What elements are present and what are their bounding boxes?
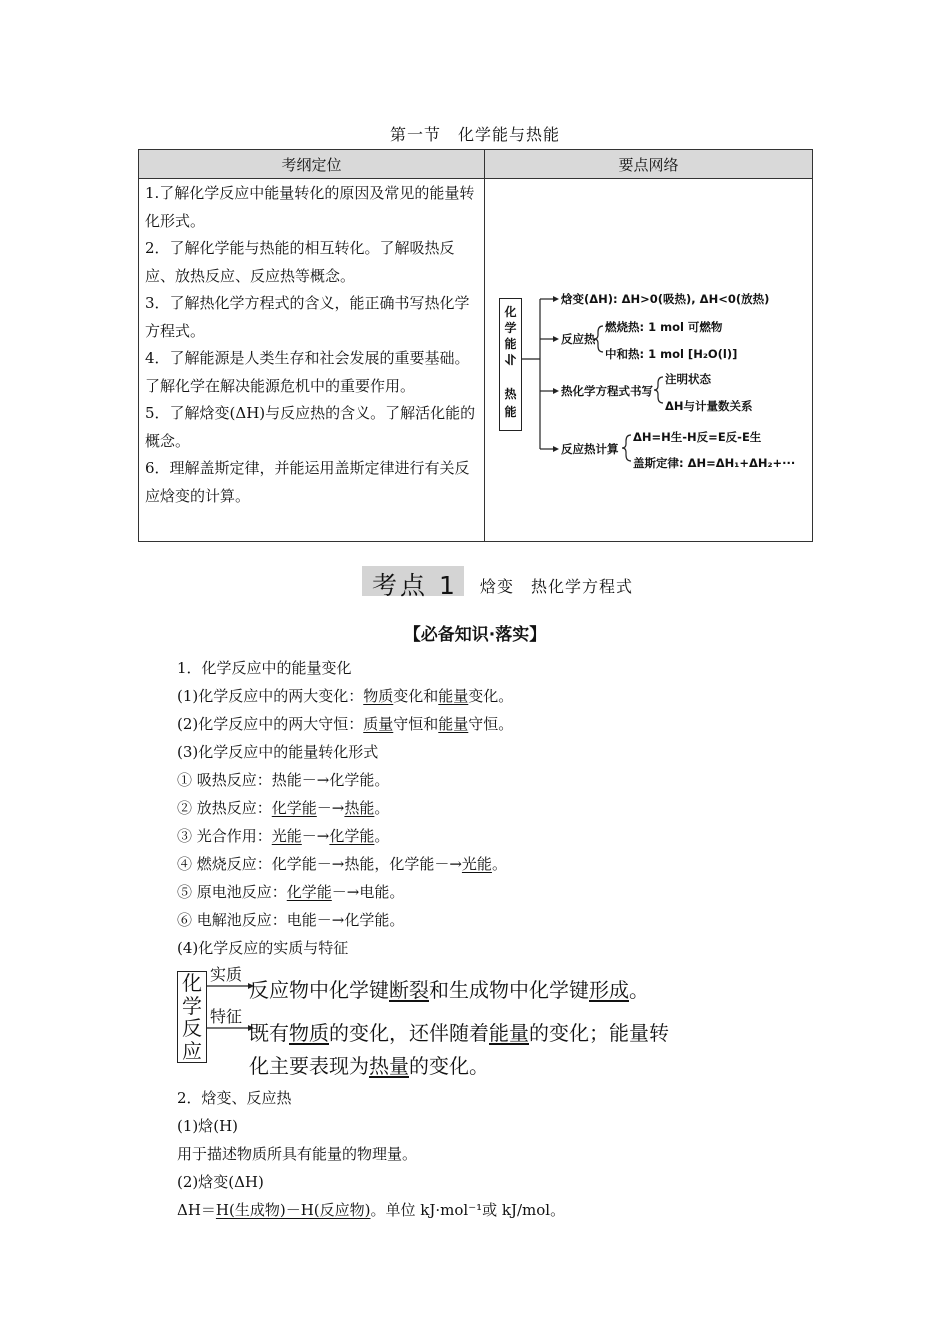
outline-table xyxy=(138,149,813,542)
branch-thermo-equation: 热化学方程式书写 xyxy=(561,384,653,398)
sub-neutralization-heat: 中和热: 1 mol [H₂O(l)] xyxy=(605,347,738,361)
chemical-reaction-box: 化 学 反 应 xyxy=(177,971,207,1063)
text-line: ① 吸热反应：热能－→化学能。 xyxy=(177,771,390,789)
concept-network xyxy=(485,179,812,541)
text-line: ⑥ 电解池反应：电能－→化学能。 xyxy=(177,911,405,929)
page-title: 第一节 化学能与热能 xyxy=(389,125,560,144)
kaodian-title: 焓变 热化学方程式 xyxy=(480,577,634,596)
sub-hess-law: 盖斯定律: ΔH=ΔH₁+ΔH₂+··· xyxy=(633,456,796,470)
text-line: (2)化学反应中的两大守恒：质量守恒和能量守恒。 xyxy=(177,715,514,733)
objectives-cell xyxy=(139,179,485,542)
sub-formula: ΔH=H生-H反=E反-E生 xyxy=(633,430,762,444)
objective-item: 3．了解热化学方程式的含义，能正确书写热化学方程式。 xyxy=(145,294,470,340)
text-line: ③ 光合作用：光能－→化学能。 xyxy=(177,827,390,845)
feature-label: 特征 xyxy=(210,1007,243,1026)
text-line: (1)化学反应中的两大变化：物质变化和能量变化。 xyxy=(177,687,514,705)
essence-label: 实质 xyxy=(210,965,243,984)
heading-2: 2．焓变、反应热 xyxy=(177,1089,292,1107)
text-line: ④ 燃烧反应：化学能－→热能，化学能－→光能。 xyxy=(177,855,507,873)
objective-item: 1.了解化学反应中能量转化的原因及常见的能量转化形式。 xyxy=(145,184,475,230)
sub-combustion-heat: 燃烧热: 1 mol 可燃物 xyxy=(605,320,723,334)
text-line: (1)焓(H) xyxy=(177,1117,239,1135)
sub-coefficient-note: ΔH与计量数关系 xyxy=(665,399,753,413)
branch-reaction-heat: 反应热 xyxy=(561,332,596,346)
feature-text: 既有物质的变化，还伴随着能量的变化；能量转 xyxy=(249,1021,669,1045)
col-header-objectives: 考纲定位 xyxy=(139,150,485,179)
sub-state-note: 注明状态 xyxy=(665,372,711,386)
feature-text: 化主要表现为热量的变化。 xyxy=(249,1054,489,1078)
essence-text: 反应物中化学键断裂和生成物中化学键形成。 xyxy=(249,978,649,1002)
objective-item: 4．了解能源是人类生存和社会发展的重要基础。了解化学在解决能源危机中的重要作用。 xyxy=(145,349,470,395)
col-header-network: 要点网络 xyxy=(485,150,813,179)
text-line: ΔH＝H(生成物)－H(反应物)。单位 kJ·mol⁻¹或 kJ/mol。 xyxy=(177,1201,566,1219)
chemical-heat-box: 化 学 能 ⥯ 热 能 xyxy=(499,298,522,431)
text-line: 用于描述物质所具有能量的物理量。 xyxy=(177,1145,418,1163)
objective-item: 6．理解盖斯定律，并能运用盖斯定律进行有关反应焓变的计算。 xyxy=(145,459,470,505)
objective-item: 5．了解焓变(ΔH)与反应热的含义。了解活化能的概念。 xyxy=(145,404,476,450)
text-line: (2)焓变(ΔH) xyxy=(177,1173,264,1191)
text-line: ② 放热反应：化学能－→热能。 xyxy=(177,799,390,817)
section-heading: 【必备知识·落实】 xyxy=(403,625,547,645)
heading-1: 1．化学反应中的能量变化 xyxy=(177,659,352,677)
branch-heat-calculation: 反应热计算 xyxy=(561,442,619,456)
text-line: (3)化学反应中的能量转化形式 xyxy=(177,743,379,761)
text-line: (4)化学反应的实质与特征 xyxy=(177,939,349,957)
objective-item: 2．了解化学能与热能的相互转化。了解吸热反应、放热反应、反应热等概念。 xyxy=(145,239,455,285)
branch-enthalpy: 焓变(ΔH): ΔH>0(吸热), ΔH<0(放热) xyxy=(561,292,770,306)
conversion-arrow-icon: ⥯ xyxy=(505,353,516,369)
kaodian-label: 考点 1 xyxy=(362,566,464,596)
text-line: ⑤ 原电池反应：化学能－→电能。 xyxy=(177,883,405,901)
network-cell xyxy=(485,179,813,542)
